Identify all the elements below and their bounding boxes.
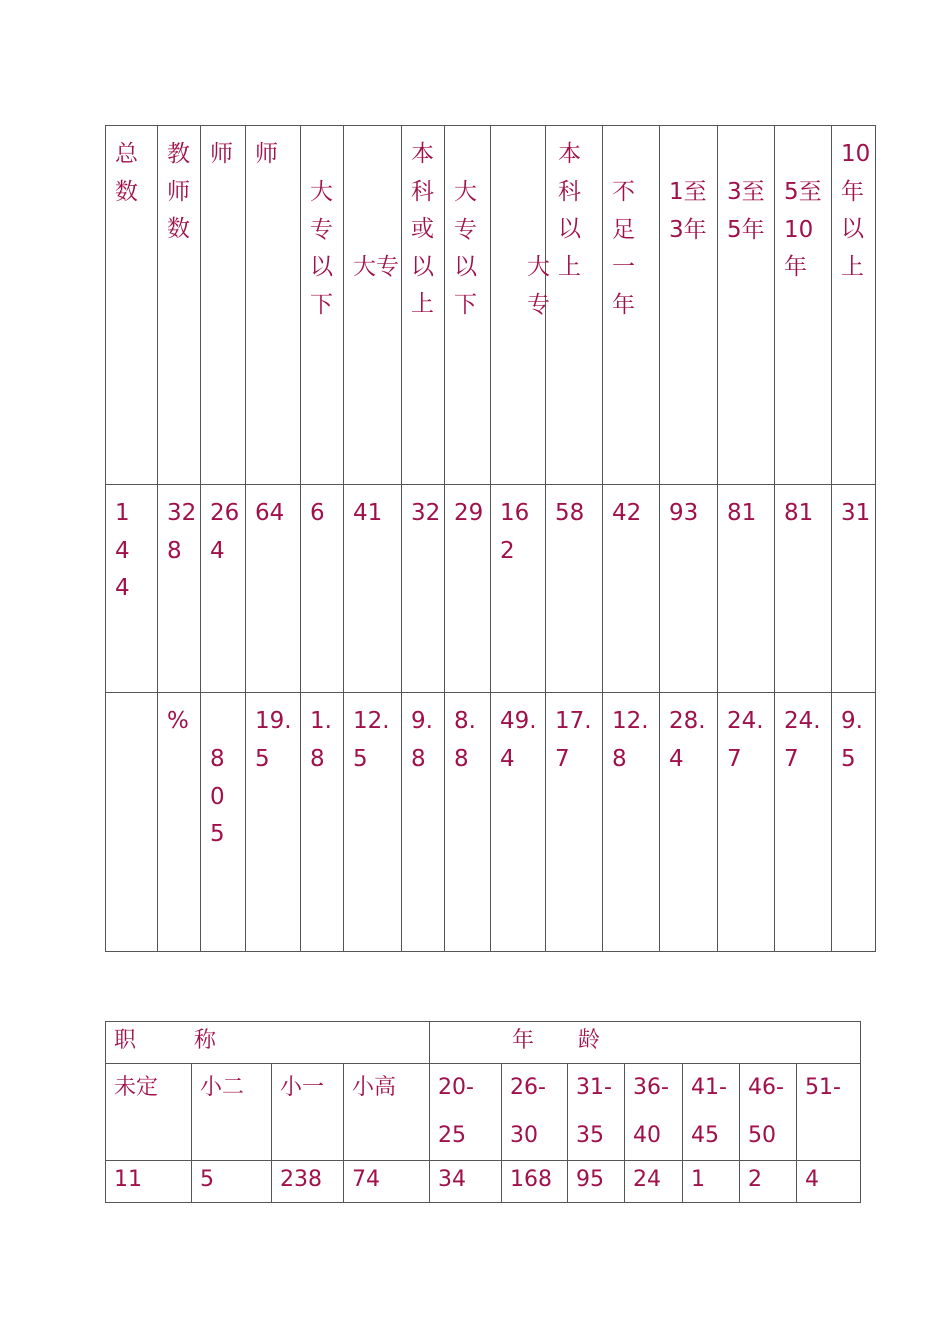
title-cell-primary-1: 小一 [272,1064,344,1161]
title-value-cell: 74 [344,1161,430,1203]
count-cell: 81 [775,485,832,693]
count-cell: 6 [301,485,344,693]
title-value-cell: 5 [192,1161,272,1203]
age-header: 年龄 [430,1022,861,1064]
percent-cell: 8.8 [445,693,491,952]
age-value-cell: 95 [568,1161,625,1203]
age-value-cell: 4 [797,1161,861,1203]
header-cell-3-5-years: 3至5年 [718,126,775,485]
header-cell-1-3-years: 1至3年 [660,126,718,485]
count-cell: 162 [491,485,546,693]
count-cell: 144 [106,485,158,693]
header-cell-teachers: 教师数 [158,126,201,485]
percent-cell: 12.8 [603,693,660,952]
count-cell: 58 [546,485,603,693]
header-cell-bachelor-above: 本科以上 [546,126,603,485]
professional-title-header: 职称 [106,1022,430,1064]
header-cell-bachelor-or-above: 本科或以上 [402,126,445,485]
header-cell-10-plus-years: 10年以上 [832,126,876,485]
count-cell: 29 [445,485,491,693]
title-age-table [105,1021,861,1203]
age-value-cell: 2 [740,1161,797,1203]
age-value-cell: 24 [625,1161,683,1203]
percent-cell: 24.7 [775,693,832,952]
count-cell: 42 [603,485,660,693]
percent-cell: 24.7 [718,693,775,952]
group-header-row [106,1022,861,1064]
percent-cell: 17.7 [546,693,603,952]
count-cell: 93 [660,485,718,693]
header-cell-under-one-year: 不足一年 [603,126,660,485]
teacher-stats-table [105,125,876,952]
age-range-cell: 26-30 [502,1064,568,1161]
count-cell: 264 [201,485,246,693]
header-cell-below-junior-college-2: 大专以下 [445,126,491,485]
count-cell: 64 [246,485,301,693]
age-value-cell: 168 [502,1161,568,1203]
age-range-cell: 46-50 [740,1064,797,1161]
header-cell-junior-college: 大专 [344,126,402,485]
subheader-row [106,1064,861,1161]
age-range-cell: 31-35 [568,1064,625,1161]
percent-cell: 805 [201,693,246,952]
title-cell-undetermined: 未定 [106,1064,192,1161]
percent-cell [106,693,158,952]
percent-cell: 9.5 [832,693,876,952]
count-cell: 81 [718,485,775,693]
header-cell-col4: 师 [246,126,301,485]
header-cell-total: 总数 [106,126,158,485]
percent-cell: 12.5 [344,693,402,952]
percent-label: % [158,693,201,952]
count-cell: 41 [344,485,402,693]
header-cell-junior-college-2: 大专 [491,126,546,485]
count-cell: 328 [158,485,201,693]
title-value-cell: 238 [272,1161,344,1203]
header-cell-below-junior-college: 大专以下 [301,126,344,485]
age-value-cell: 1 [683,1161,740,1203]
age-range-cell: 36-40 [625,1064,683,1161]
title-value-cell: 11 [106,1161,192,1203]
percent-cell: 1.8 [301,693,344,952]
count-row [106,485,876,693]
title-cell-primary-senior: 小高 [344,1064,430,1161]
title-cell-primary-2: 小二 [192,1064,272,1161]
header-cell-5-10-years: 5至10年 [775,126,832,485]
header-row [106,126,876,485]
values-row [106,1161,861,1203]
percent-cell: 49.4 [491,693,546,952]
age-range-cell: 51- [797,1064,861,1161]
age-value-cell: 34 [430,1161,502,1203]
count-cell: 32 [402,485,445,693]
header-cell-col3: 师 [201,126,246,485]
percent-row [106,693,876,952]
count-cell: 31 [832,485,876,693]
percent-cell: 9.8 [402,693,445,952]
percent-cell: 19.5 [246,693,301,952]
percent-cell: 28.4 [660,693,718,952]
age-range-cell: 41-45 [683,1064,740,1161]
age-range-cell: 20-25 [430,1064,502,1161]
